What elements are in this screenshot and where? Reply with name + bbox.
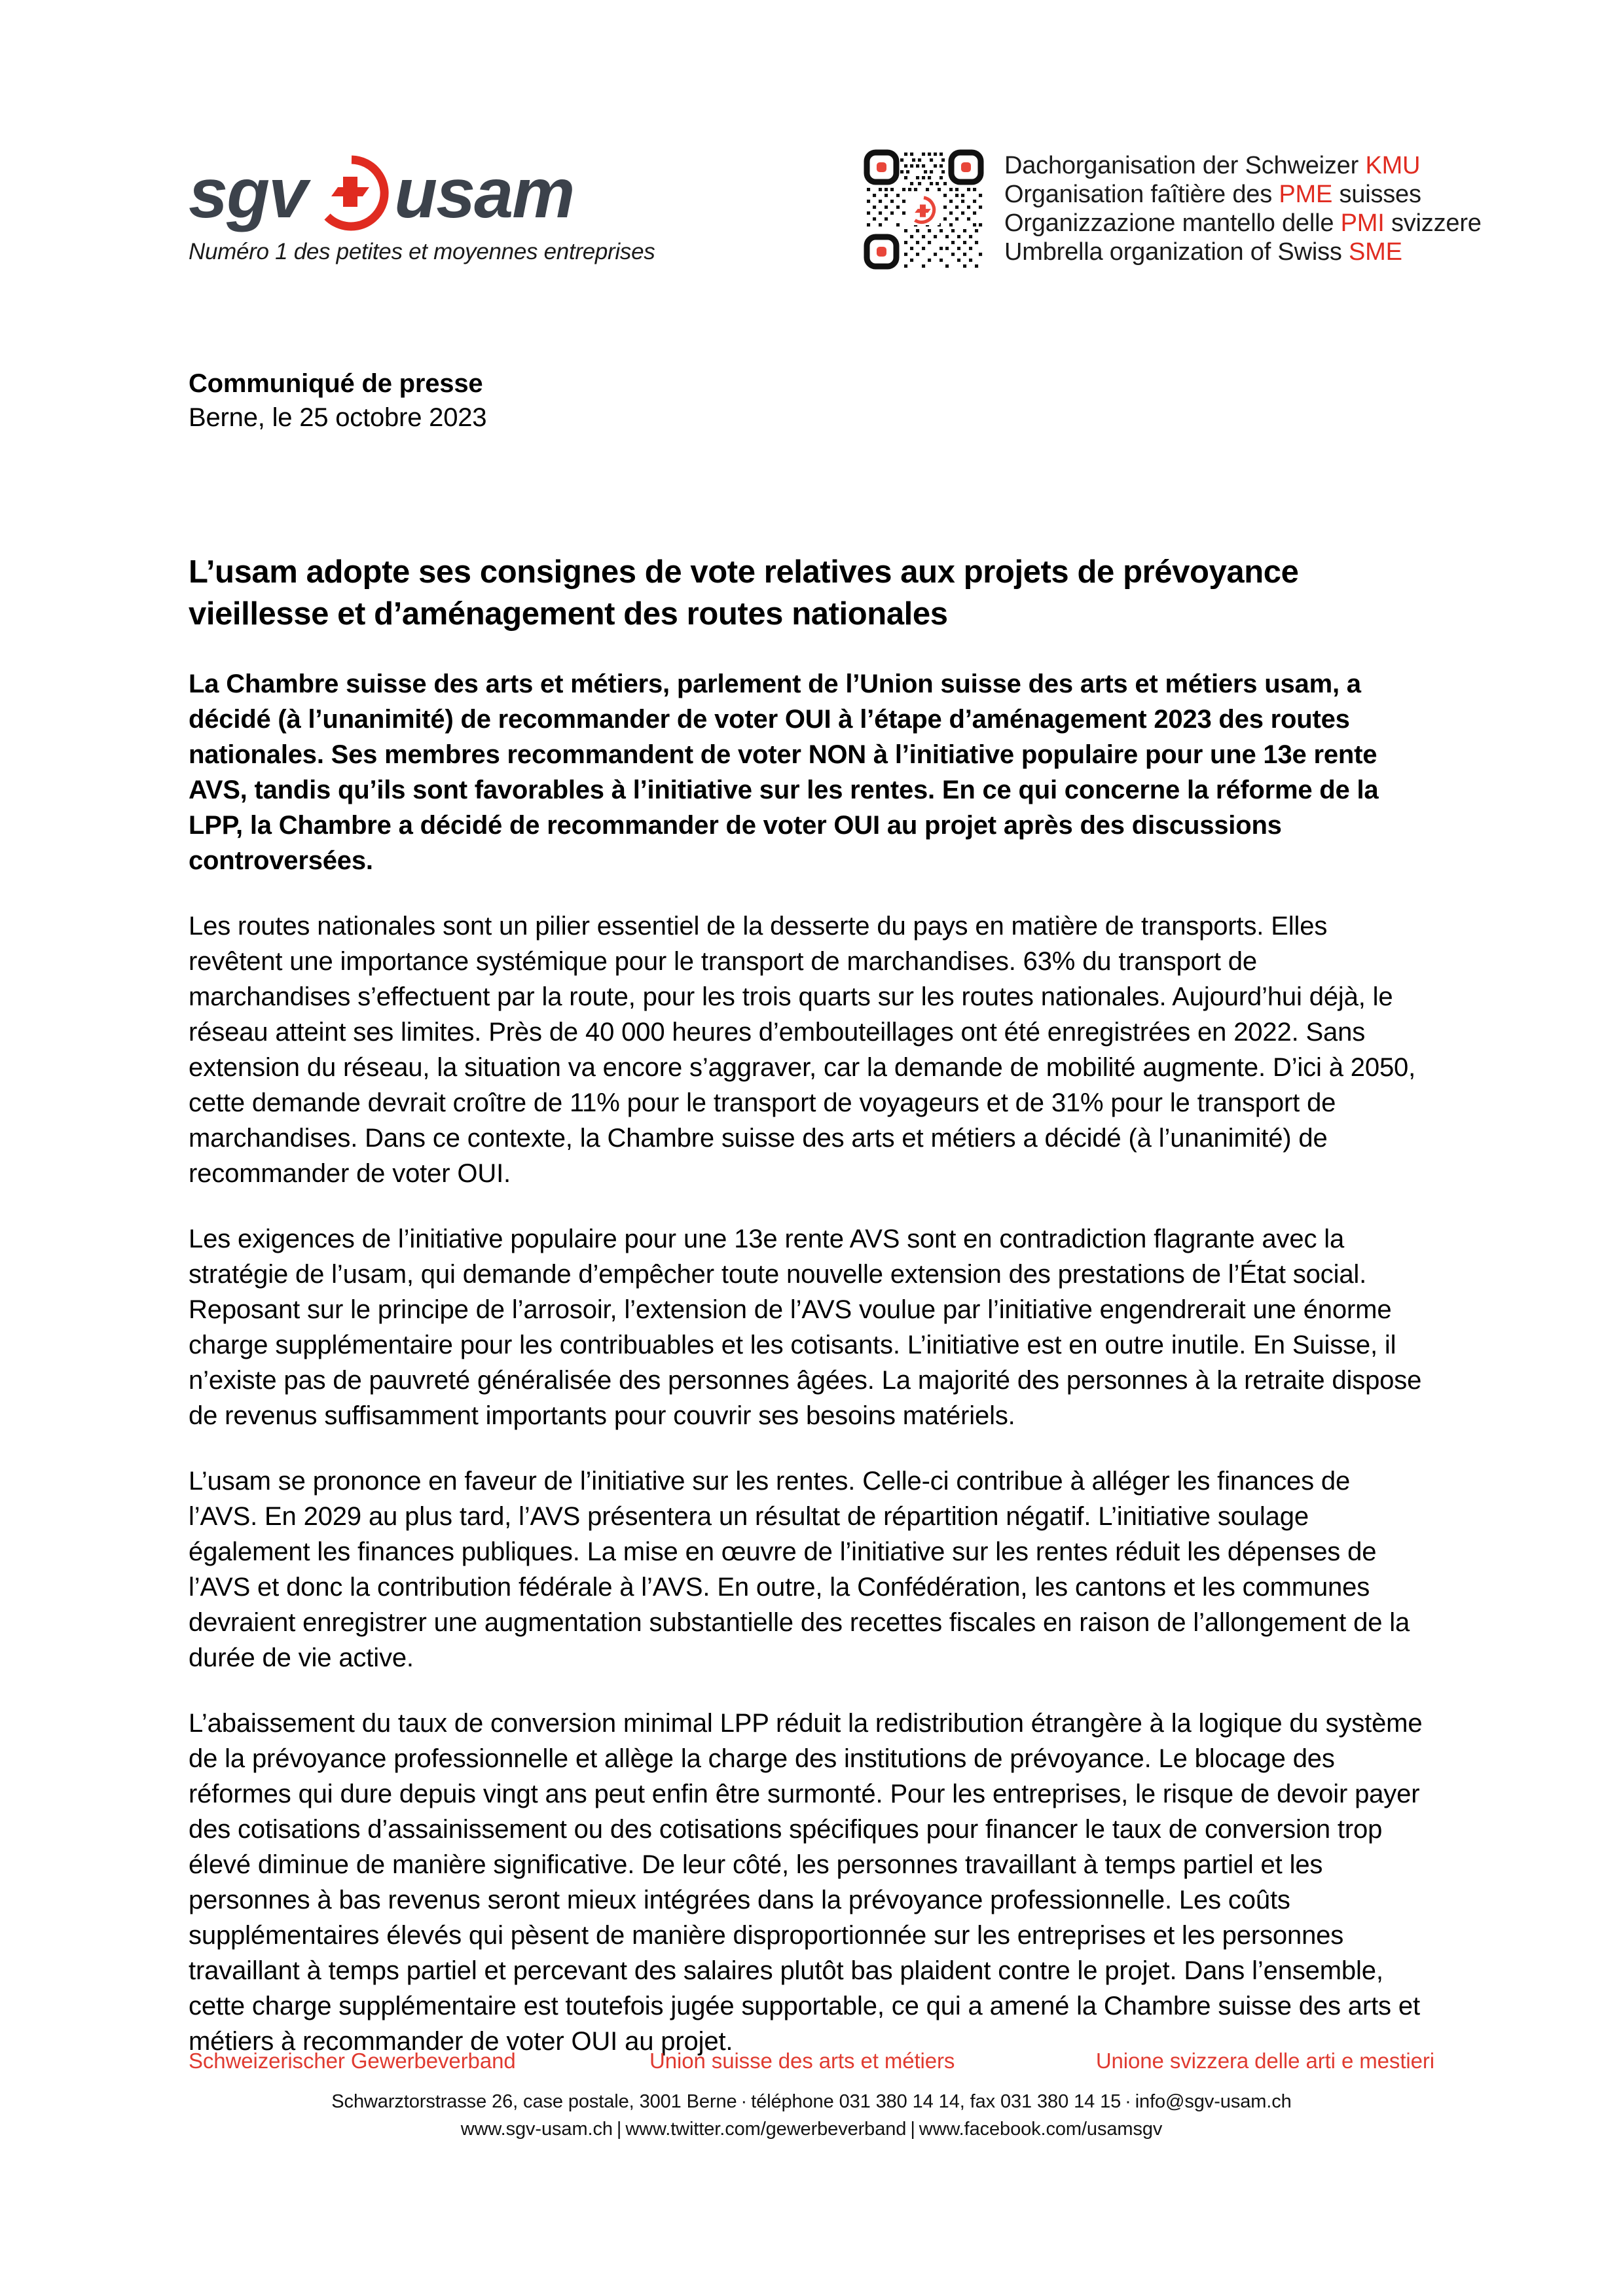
logo-tagline: Numéro 1 des petites et moyennes entreprises [189,239,655,264]
lead-paragraph: La Chambre suisse des arts et métiers, parlement de l’Union suisse des arts et métiers usam, a décidé (à l’unanimité) de recommander de voter OUI à l’étape d’aménagement 2023 des routes nationales. Ses membres recommandent de voter NON à l’initiative populaire pour une 13e rente AVS, tandis qu’ils sont favorables à l’initiative sur les rentes. En ce qui concerne la réforme de la LPP, la Chambre a décidé de recommander de voter OUI au projet après des discussions controversées. [189,670,1379,875]
footer-links-line [0,2115,1623,2143]
body-paragraph-4: L’abaissement du taux de conversion minimal LPP réduit la redistribution étrangère à la logique du système de la prévoyance professionnelle et allège la charge des institutions de prévoyance. Le blocage des réformes qui dure depuis vingt ans peut enfin être surmonté. Pour les entreprises, le risque de devoir payer des cotisations d’assainissement ou des cotisations spécifiques pour financer le taux de conversion trop élevé diminue de manière significative. De leur côté, les personnes travaillant à temps partiel et les personnes à bas revenus seront mieux intégrées dans la prévoyance professionnelle. Les coûts supplémentaires élevés qui pèsent de manière disproportionnée sur les entreprises et les personnes travaillant à temps partiel et percevant des salaires plutôt bas plaident contre le projet. Dans l’ensemble, cette charge supplémentaire est toutefois jugée supportable, ce qui a amené la Chambre suisse des arts et métiers à recommander de voter OUI au projet. [189,1709,1423,2056]
page-header [0,141,1623,278]
footer-phone-fax: téléphone 031 380 14 14, fax 031 380 14 15 [751,2091,1122,2112]
footer-email-link[interactable]: info@sgv-usam.ch [1135,2091,1292,2112]
umbrella-organization-brandbar [863,149,1482,270]
footer-separator-1: · [740,2091,748,2112]
release-type-label: Communiqué de presse [189,369,483,398]
slogan-de [1004,151,1482,180]
footer-org-name-it: Unione svizzera delle arti e mestieri [1095,2049,1434,2073]
slogan-fr [1004,180,1482,209]
slogan-en-prefix: Umbrella organization of Swiss [1004,238,1349,266]
slogan-fr-suffix: suisses [1332,181,1421,208]
slogan-de-prefix: Dachorganisation der Schweizer [1004,152,1366,179]
footer-separator-2: · [1125,2091,1131,2112]
sgv-usam-logo [189,154,655,265]
footer-org-name-de: Schweizerischer Gewerbeverband [189,2049,516,2073]
slogan-it-suffix: svizzere [1384,209,1482,237]
slogan-it-accent: PMI [1340,209,1385,237]
slogan-de-accent: KMU [1365,152,1421,179]
slogan-fr-accent: PME [1279,181,1333,208]
footer-address: Schwarztorstrasse 26, case postale, 3001 Berne [331,2091,737,2112]
footer-separator-4: | [910,2119,915,2140]
footer-facebook-link[interactable]: www.facebook.com/usamsgv [919,2119,1163,2140]
logo-word-usam: usam [394,153,574,232]
logo-wordmark [189,154,655,232]
footer-contact-line [0,2088,1623,2115]
slogan-en-accent: SME [1349,238,1402,266]
sgv-usam-cross-icon [313,154,390,232]
logo-word-sgv: sgv [189,153,307,232]
document-body [189,367,1426,2085]
release-place-date: Berne, le 25 octobre 2023 [189,403,487,432]
footer-org-name-fr: Union suisse des arts et métiers [649,2049,955,2073]
slogan-it [1004,209,1482,238]
footer-contact-block [0,2088,1623,2143]
footer-separator-3: | [616,2119,622,2140]
page-footer [0,2049,1623,2143]
body-paragraph-3: L’usam se prononce en faveur de l’initiative sur les rentes. Celle-ci contribue à alléger les finances de l’AVS. En 2029 au plus tard, l’AVS présentera un résultat de répartition négatif. L’initiative soulage également les finances publiques. La mise en œuvre de l’initiative sur les rentes réduit les dépenses de l’AVS et donc la contribution fédérale à l’AVS. En outre, la Confédération, les cantons et les communes devraient enregistrer une augmentation substantielle des recettes fiscales en raison de l’allongement de la durée de vie active. [189,1467,1410,1672]
body-paragraph-1: Les routes nationales sont un pilier essentiel de la desserte du pays en matière de transports. Elles revêtent une importance systémique pour le transport de marchandises. 63% du transport de marchandises s’effectuent par la route, pour les trois quarts sur les routes nationales. Aujourd’hui déjà, le réseau atteint ses limites. Près de 40 000 heures d’embouteillages ont été enregistrées en 2022. Sans extension du réseau, la situation va encore s’aggraver, car la demande de mobilité augmente. D’ici à 2050, cette demande devrait croître de 11% pour le transport de voyageurs et de 31% pour le transport de marchandises. Dans ce contexte, la Chambre suisse des arts et métiers a décidé (à l’unanimité) de recommander de voter OUI. [189,912,1416,1188]
slogan-en [1004,238,1482,266]
page-title: L’usam adopte ses consignes de vote relatives aux projets de prévoyance vieillesse et d’aménagement des routes nationales [189,554,1299,632]
footer-website-link[interactable]: www.sgv-usam.ch [460,2119,613,2140]
body-paragraph-2: Les exigences de l’initiative populaire pour une 13e rente AVS sont en contradiction flagrante avec la stratégie de l’usam, qui demande d’empêcher toute nouvelle extension des prestations de l’État social. Reposant sur le principe de l’arrosoir, l’extension de l’AVS voulue par l’initiative engendrerait une énorme charge supplémentaire pour les contribuables et les cotisants. L’initiative est en outre inutile. En Suisse, il n’existe pas de pauvreté généralisée des personnes âgées. La majorité des personnes à la retraite dispose de revenus suffisamment importants pour couvrir ses besoins matériels. [189,1225,1422,1430]
slogan-it-prefix: Organizzazione mantello delle [1004,209,1341,237]
slogan-list [1004,151,1482,266]
qr-code-icon [863,149,985,270]
slogan-fr-prefix: Organisation faîtière des [1004,181,1279,208]
footer-twitter-link[interactable]: www.twitter.com/gewerbeverband [625,2119,907,2140]
footer-organization-names [189,2049,1434,2079]
